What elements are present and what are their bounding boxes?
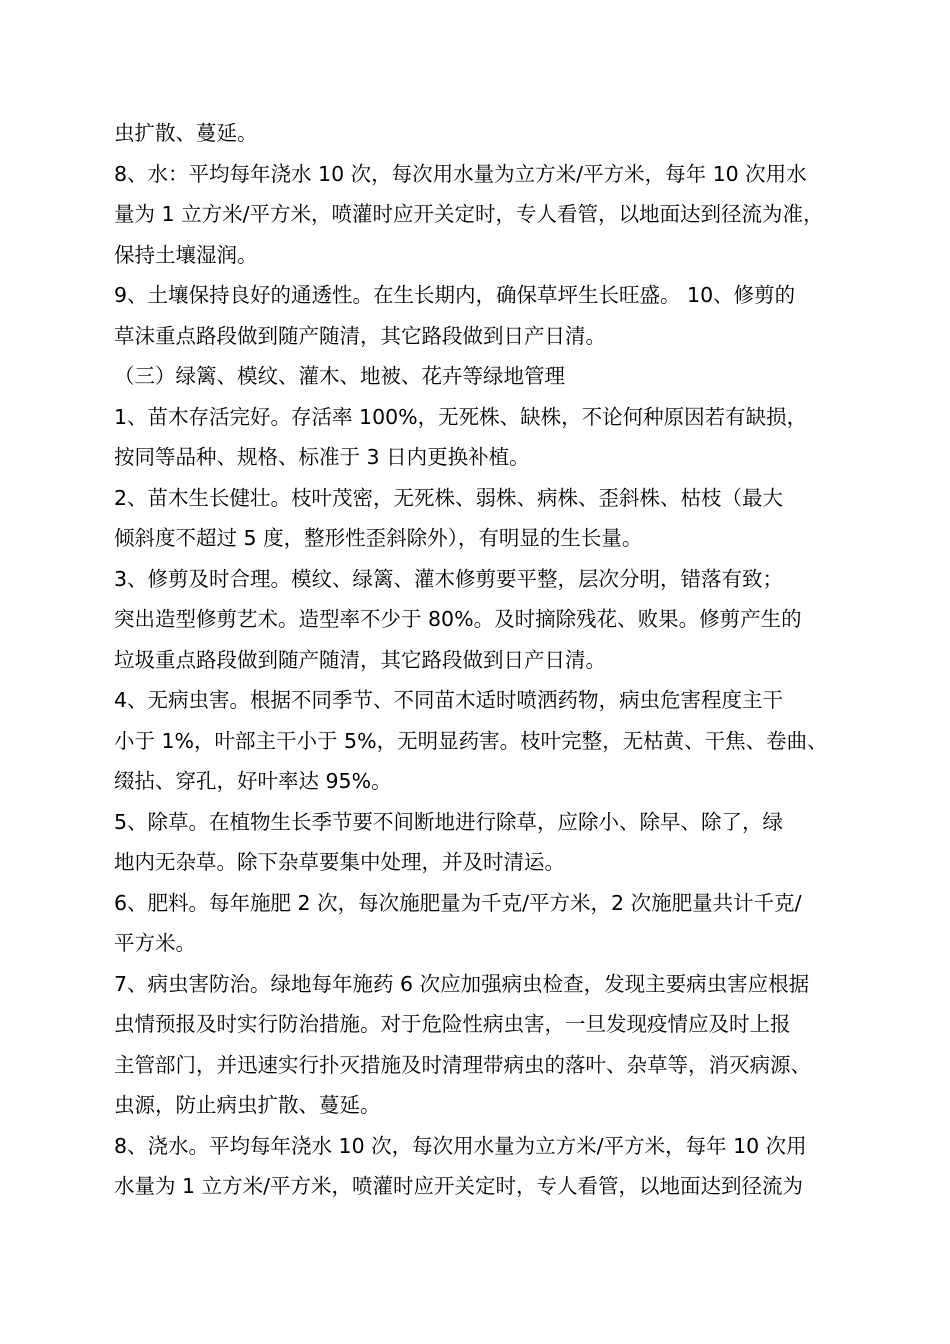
text-line: 草沫重点路段做到随产随清，其它路段做到日产日清。 [114,323,606,348]
text-line: 倾斜度不超过 5 度，整形性歪斜除外），有明显的生长量。 [114,526,643,550]
text-line: 地内无杂草。除下杂草要集中处理，并及时清运。 [114,850,565,874]
text-line: 虫源，防止病虫扩散、蔓延。 [114,1093,381,1117]
text-line: 8、水：平均每年浇水 10 次，每次用水量为立方米/平方米，每年 10 次用水 [114,161,807,186]
text-line: 5、除草。在植物生长季节要不间断地进行除草，应除小、除早、除了，绿 [114,809,784,834]
text-line: 垃圾重点路段做到随产随清，其它路段做到日产日清。 [114,647,606,672]
text-line: 突出造型修剪艺术。造型率不少于 80%。及时摘除残花、败果。修剪产生的 [114,607,802,631]
text-line: 小于 1%，叶部主干小于 5%，无明显药害。枝叶完整，无枯黄、干焦、卷曲、 [114,728,828,753]
text-line: 6、肥料。每年施肥 2 次，每次施肥量为千克/平方米，2 次施肥量共计千克/ [114,890,802,915]
text-line: 虫扩散、蔓延。 [114,121,258,145]
text-line: 9、土壤保持良好的通透性。在生长期内，确保草坪生长旺盛。 10、修剪的 [114,283,796,307]
section-heading: （三）绿篱、模纹、灌木、地被、花卉等绿地管理 [114,364,565,388]
text-line: 8、浇水。平均每年浇水 10 次，每次用水量为立方米/平方米，每年 10 次用 [114,1133,807,1158]
text-line: 2、苗木生长健壮。枝叶茂密，无死株、弱株、病株、歪斜株、枯枝（最大 [114,485,784,510]
text-line: 平方米。 [114,931,196,955]
text-line: 3、修剪及时合理。模纹、绿篱、灌木修剪要平整，层次分明，错落有致； [114,566,784,591]
text-line: 保持土壤湿润。 [114,242,258,267]
text-line: 4、无病虫害。根据不同季节、不同苗木适时喷洒药物，病虫危害程度主干 [114,688,784,712]
document-body [114,113,874,1207]
text-line: 水量为 1 立方米/平方米，喷灌时应开关定时，专人看管，以地面达到径流为 [114,1174,803,1198]
text-line: 主管部门，并迅速实行扑灭措施及时清理带病虫的落叶、杂草等，消灭病源、 [114,1052,811,1077]
text-line: 7、病虫害防治。绿地每年施药 6 次应加强病虫检查，发现主要病虫害应根据 [114,971,810,996]
text-line: 缀拈、穿孔，好叶率达 95%。 [114,769,392,793]
text-line: 量为 1 立方米/平方米，喷灌时应开关定时，专人看管，以地面达到径流为准， [114,202,824,226]
text-line: 1、苗木存活完好。存活率 100%，无死株、缺株，不论何种原因若有缺损， [114,404,808,429]
text-line: 虫情预报及时实行防治措施。对于危险性病虫害，一旦发现疫情应及时上报 [114,1012,791,1036]
text-line: 按同等品种、规格、标准于 3 日内更换补植。 [114,445,530,469]
